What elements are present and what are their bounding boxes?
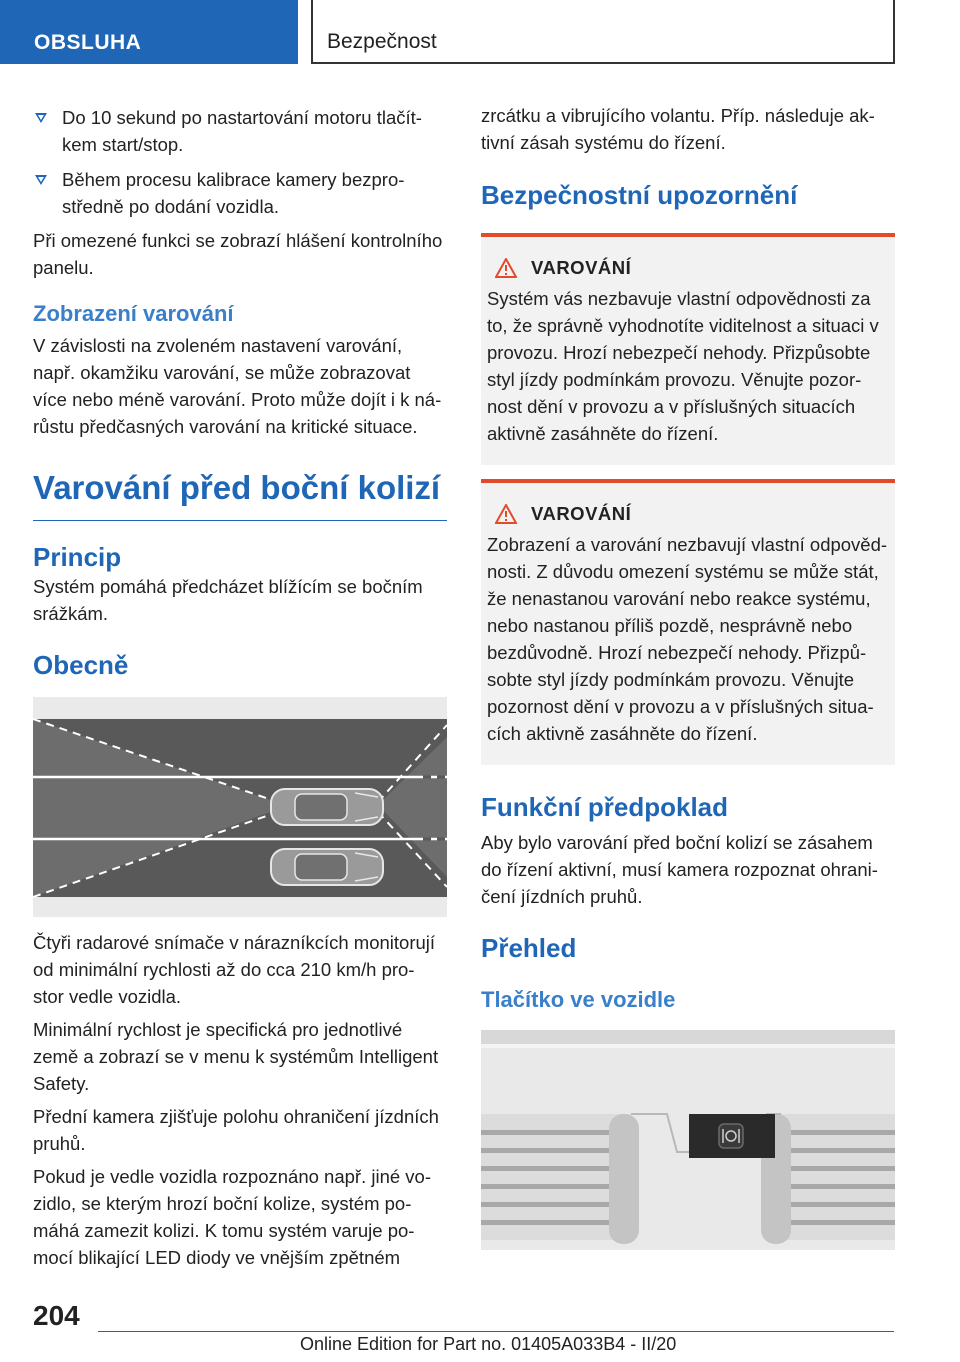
left-vent — [481, 1114, 639, 1244]
triangle-bullet-icon — [35, 113, 47, 123]
left-column — [33, 92, 447, 1271]
warning-display-text: V závislosti na zvoleném nastavení varování, např. okamžiku varování, se může zobrazovat více nebo méně varování. Proto může dojít i k ná‐ růstu předčasných varování na kritické situace. — [33, 335, 442, 437]
edition-note: Online Edition for Part no. 01405A033B4 - II/20 — [300, 1334, 677, 1354]
right-vent — [761, 1114, 895, 1244]
warning-title — [487, 257, 889, 279]
warning-label: VAROVÁNÍ — [531, 257, 632, 278]
right-column — [481, 92, 895, 1250]
triangle-bullet-icon — [35, 175, 47, 185]
warning-display-heading: Zobrazení varování — [33, 301, 234, 326]
section-label: OBSLUHA — [34, 31, 142, 54]
intro-paragraph: Při omezené funkci se zobrazí hlášení kontrolního panelu. — [33, 230, 443, 278]
warning-title — [487, 503, 889, 525]
warning-label: VAROVÁNÍ — [531, 503, 632, 524]
footer-rule — [98, 1331, 894, 1332]
general-heading: Obecně — [33, 650, 129, 680]
warning-text: Zobrazení a varování nezbavují vlastní odpověd‐ nosti. Z důvodu omezení systému se může stát, že nenastanou varování nebo reakce systému, nebo nastanou příliš pozdě, nesprávně nebo bezdůvodně. Hrozí nebezpečí nehody. Přizpů‐ sobte styl jízdy podmínkám provozu. Věnujte pozornost dění v provozu a v příslušných situa‐ cích aktivně zasáhněte do řízení. — [487, 534, 888, 744]
prerequisite-text: Aby bylo varování před boční kolizí se zásahem do řízení aktivní, musí kamera rozpoznat ohrani‐ čení jízdních pruhů. — [481, 832, 878, 907]
overview-heading: Přehled — [481, 933, 577, 963]
dashboard-illustration — [481, 1030, 895, 1250]
body-paragraph: Minimální rychlost je specifická pro jednotlivé země a zobrazí se v menu k systémům Intelligent Safety. — [33, 1019, 439, 1094]
body-paragraph: Čtyři radarové snímače v nárazníkcích monitorují od minimální rychlosti až do cca 210 km/h pro‐ stor vedle vozidla. — [33, 932, 436, 1007]
warning-box — [481, 233, 895, 465]
adjacent-car-icon — [271, 849, 383, 885]
prerequisite-heading: Funkční předpoklad — [481, 792, 729, 822]
page-number: 204 — [33, 1300, 80, 1331]
principle-text: Systém pomáhá předcházet blížícím se bočním srážkám. — [33, 576, 423, 624]
warning-triangle-icon — [495, 504, 517, 524]
list-item: Do 10 sekund po nastartování motoru tlačít‐ kem start/stop. — [33, 104, 447, 158]
list-item: Během procesu kalibrace kamery bezpro‐ středně po dodání vozidla. — [33, 166, 447, 220]
main-title: Varování před boční kolizí — [33, 468, 447, 521]
side-collision-illustration — [33, 697, 447, 917]
body-paragraph: Pokud je vedle vozidla rozpoznáno např. jiné vo‐ zidlo, se kterým hrozí boční kolize, systém po‐ máhá zamezit kolizi. K tomu systém varuje po‐ mocí blikající LED diody ve vnějším zpětném — [33, 1166, 431, 1268]
warning-text: Systém vás nezbavuje vlastní odpovědnosti za to, že správně vyhodnotíte viditelnost a situaci v provozu. Hrozí nebezpečí nehody. Přizpůsobte styl jízdy podmínkám provozu. Věnujte pozor‐ nost dění v provozu a v příslušných situacích aktivně zasáhněte do řízení. — [487, 288, 879, 444]
body-paragraph: Přední kamera zjišťuje polohu ohraničení jízdních pruhů. — [33, 1106, 439, 1154]
warning-triangle-icon — [495, 258, 517, 278]
chapter-label: Bezpečnost — [327, 30, 437, 53]
vehicle-button-photo — [481, 1030, 895, 1250]
page-header — [0, 0, 960, 66]
safety-heading: Bezpečnostní upozornění — [481, 180, 798, 210]
road-diagram — [33, 697, 447, 917]
section-tab — [0, 0, 298, 64]
principle-heading: Princip — [33, 542, 122, 572]
button-heading: Tlačítko ve vozidle — [481, 987, 676, 1012]
warning-box — [481, 479, 895, 765]
continued-paragraph: zrcátku a vibrujícího volantu. Příp. následuje ak‐ tivní zásah systému do řízení. — [481, 105, 875, 153]
chapter-tab — [311, 0, 895, 64]
own-car-icon — [271, 789, 383, 825]
